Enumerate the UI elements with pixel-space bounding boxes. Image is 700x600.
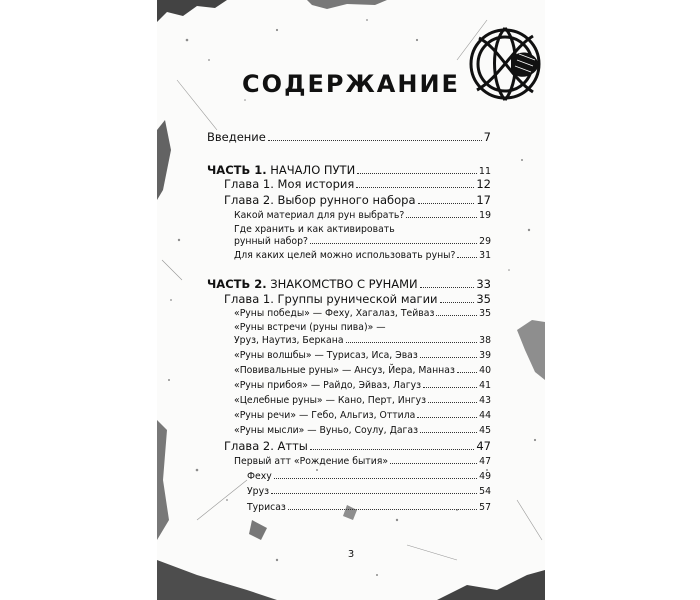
toc-entry-part2-chapter-2[interactable]: Глава 2. Атты 47 [224,439,491,453]
dot-leader [423,387,477,388]
dot-leader [436,315,477,316]
toc-entry-storage-line1: Где хранить и как активировать [234,224,395,235]
dot-leader [406,217,477,218]
toc-entry-surf-runes[interactable]: «Руны прибоя» — Райдо, Эйваз, Лагуз 41 [234,380,491,391]
dot-leader [420,287,475,288]
dot-leader [420,357,477,358]
toc-entry-first-aett[interactable]: Первый атт «Рождение бытия» 47 [234,456,491,467]
dot-leader [346,342,478,343]
dot-leader [357,173,477,174]
toc-entry-purposes[interactable]: Для каких целей можно использовать руны? 31 [234,250,491,261]
toc-entry-fehu[interactable]: Феху 49 [247,471,491,482]
celtic-knot-logo [459,8,541,116]
dot-leader [268,140,482,141]
dot-leader [271,493,477,494]
toc-entry-victory-runes[interactable]: «Руны победы» — Феху, Хагалаз, Тейваз 35 [234,308,491,319]
toc-entry-midwife-runes[interactable]: «Повивальные руны» — Ансуз, Йера, Манназ 40 [234,365,491,376]
book-page [157,0,545,600]
dot-leader [420,432,477,433]
dot-leader [457,257,477,258]
toc-entry-part2-chapter-1[interactable]: Глава 1. Группы рунической магии 35 [224,292,491,306]
page-number: 3 [347,549,355,560]
toc-entry-meeting-runes[interactable]: Уруз, Наутиз, Беркана 38 [234,335,491,346]
dot-leader [440,302,475,303]
dot-leader [310,243,477,244]
toc-entry-part-1[interactable]: ЧАСТЬ 1. НАЧАЛО ПУТИ 11 [207,163,491,177]
dot-leader [310,449,474,450]
toc-entry-part-2[interactable]: ЧАСТЬ 2. ЗНАКОМСТВО С РУНАМИ 33 [207,277,491,291]
toc-entry-intro[interactable]: Введение 7 [207,130,491,144]
toc-entry-meeting-runes-line1: «Руны встречи (руны пива)» — [234,322,386,333]
dot-leader [288,509,477,510]
page-title: СОДЕРЖАНИЕ [242,70,460,98]
dot-leader [457,372,477,373]
dot-leader [428,402,477,403]
toc-entry-speech-runes[interactable]: «Руны речи» — Гебо, Альгиз, Оттила 44 [234,410,491,421]
toc-entry-magic-runes[interactable]: «Руны волшбы» — Турисаз, Иса, Эваз 39 [234,350,491,361]
toc-entry-rune-material[interactable]: Какой материал для рун выбрать? 19 [234,210,491,221]
dot-leader [417,417,477,418]
toc-entry-uruz[interactable]: Уруз 54 [247,486,491,497]
toc-entry-thought-runes[interactable]: «Руны мысли» — Вуньо, Соулу, Дагаз 45 [234,425,491,436]
toc-entry-healing-runes[interactable]: «Целебные руны» — Кано, Перт, Ингуз 43 [234,395,491,406]
dot-leader [274,478,477,479]
dot-leader [390,463,477,464]
dot-leader [356,187,474,188]
toc-entry-storage[interactable]: рунный набор? 29 [234,236,491,247]
toc-entry-thurisaz[interactable]: Турисаз 57 [247,502,491,513]
toc-entry-part1-chapter-2[interactable]: Глава 2. Выбор рунного набора 17 [224,193,491,207]
dot-leader [418,203,475,204]
toc-entry-part1-chapter-1[interactable]: Глава 1. Моя история 12 [224,177,491,191]
